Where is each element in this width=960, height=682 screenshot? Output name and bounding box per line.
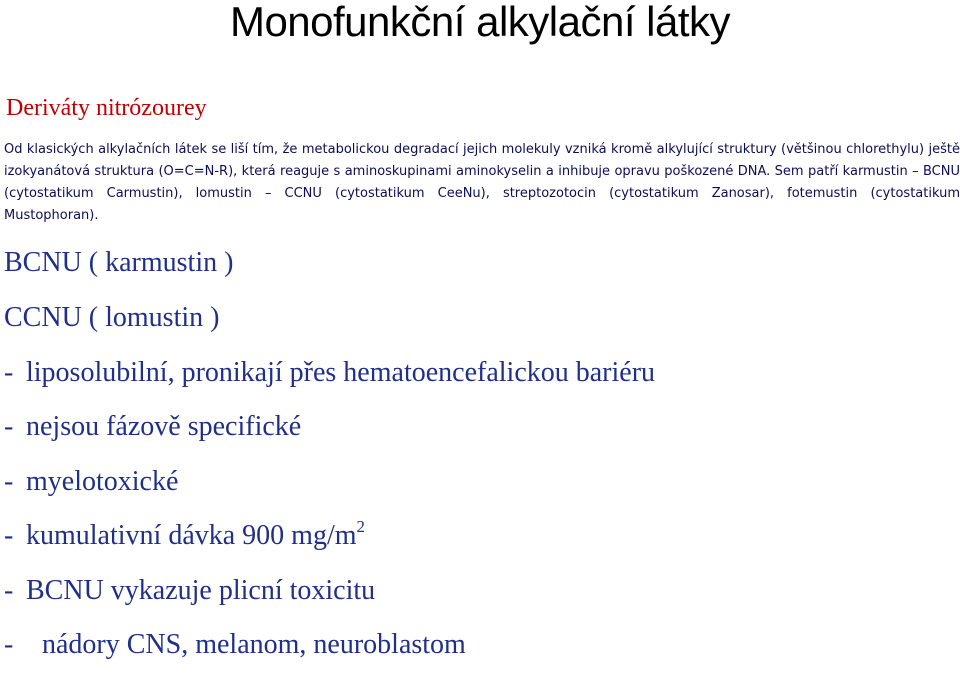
list-item-text: liposolubilní, pronikají přes hematoencefalickou bariéru bbox=[26, 357, 656, 388]
slide-title: Monofunkční alkylační látky bbox=[229, 0, 731, 45]
list-item-tumors bbox=[4, 628, 655, 682]
drug-ccnu: CCNU ( lomustin ) bbox=[4, 302, 220, 333]
list-item-text: nádory CNS, melanom, neuroblastom bbox=[42, 628, 466, 660]
list-item-pulmonary bbox=[4, 574, 655, 628]
list-item-text: BCNU vykazuje plicní toxicitu bbox=[26, 574, 376, 606]
bullet-dash: - bbox=[4, 411, 14, 443]
list-item-text: myelotoxické bbox=[26, 465, 179, 497]
bullet-dash: - bbox=[4, 357, 14, 388]
drug-bcnu: BCNU ( karmustin ) bbox=[4, 247, 234, 278]
section-subtitle: Deriváty nitrózourey bbox=[6, 95, 207, 121]
bullet-dash: - bbox=[4, 628, 14, 660]
bullet-dash: - bbox=[4, 574, 14, 606]
bullet-dash: - bbox=[4, 465, 14, 497]
list-item-dose bbox=[4, 516, 655, 573]
dose-superscript: 2 bbox=[356, 516, 366, 536]
property-list bbox=[4, 356, 655, 682]
bullet-dash: - bbox=[4, 520, 14, 552]
description-paragraph: Od klasických alkylačních látek se liší tím, že metabolickou degradací jejich molekuly vzniká kromě alkylující struktury (většinou chlorethylu) ještě izokyanátová struktura (O=C=N-R), která reaguje s aminoskupinami aminokyselin a inhibuje opravu poškozené DNA. Sem patří karmustin – BCNU (cytostatikum Carmustin), lomustin – CCNU (cytostatikum CeeNu), streptozotocin (cytostatikum Zanosar), fotemustin (cytostatikum Mustophoran). bbox=[4, 142, 960, 223]
list-item-text: nejsou fázově specifické bbox=[26, 411, 302, 443]
list-item-phase bbox=[4, 410, 655, 464]
list-item-liposolubility bbox=[4, 356, 655, 410]
list-item-text: kumulativní dávka 900 mg/m bbox=[26, 520, 357, 552]
list-item-myelotoxic bbox=[4, 465, 655, 519]
